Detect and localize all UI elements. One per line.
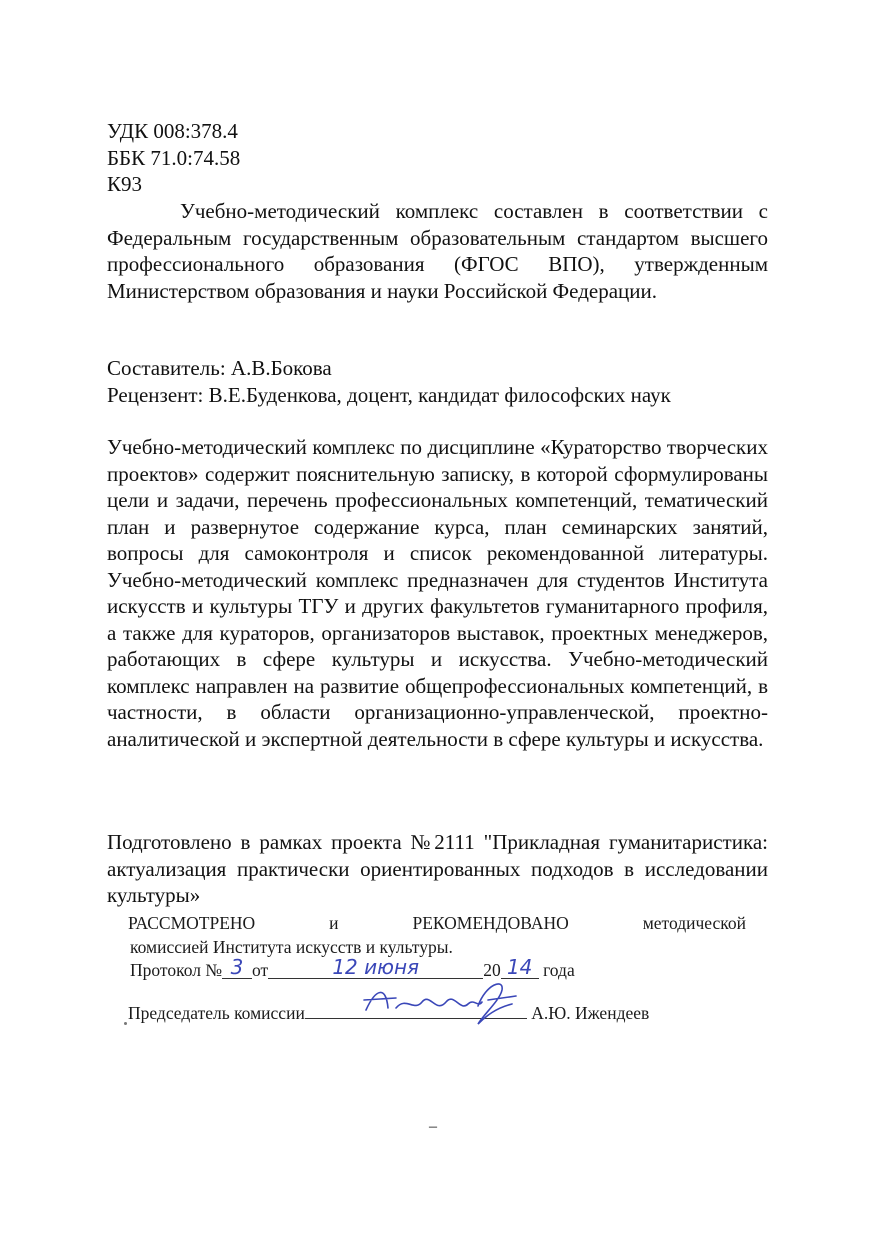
stamp-word-recommended: РЕКОМЕНДОВАНО [412,913,569,933]
chair-name: А.Ю. Ижендеев [531,1003,650,1023]
date-blank [268,955,483,979]
stamp-commission-line: комиссией Института искусств и культуры. [130,937,453,957]
credits [107,355,671,408]
bbk-code: ББК 71.0:74.58 [107,145,241,170]
udk-code: УДК 008:378.4 [107,119,238,143]
stamp-word-reviewed: РАССМОТРЕНО [128,913,256,933]
protocol-number-blank [222,955,252,979]
intro-paragraph: Учебно-методический комплекс составлен в соответствии с Федеральным государственным образовательным стандартом высшего профессионального образования (ФГОС ВПО), утвержденным Министерством образования и науки Российской Федерации. [107,199,768,303]
page-marker: – [429,1118,437,1135]
protocol-label: Протокол № [130,960,223,980]
year-suffix: года [543,960,575,980]
stamp-chair-line [128,1000,649,1024]
reviewer-line: Рецензент: В.Е.Буденкова, доцент, кандидат философских наук [107,382,671,407]
protocol-number: 3 [230,955,244,979]
stamp-word-and: и [329,913,339,933]
project-paragraph: Подготовлено в рамках проекта №2111 "Прикладная гуманитаристика: актуализация практически ориентированных подходов в исследовании культуры» [107,830,768,907]
from-label: от [252,960,269,980]
chair-label: Председатель комиссии [128,1003,305,1023]
signature-scribble [356,978,536,1028]
protocol-date: 12 июня [332,955,420,979]
year-prefix: 20 [483,960,501,980]
description-paragraph: Учебно-методический комплекс по дисциплине «Кураторство творческих проектов» содержит пояснительную записку, в которой сформулированы цели и задачи, перечень профессиональных компетенций, тематический план и развернутое содержание курса, план семинарских занятий, вопросы для самоконтроля и список рекомендованной литературы. Учебно-методический комплекс предназначен для студентов Института искусств и культуры ТГУ и других факультетов гуманитарного профиля, а также для кураторов, организаторов выставок, проектных менеджеров, работающих в сфере культуры и искусства. Учебно-методический комплекс направлен на развитие общепрофессиональных компетенций, в частности, в области организационно-управленческой, проектно-аналитической и экспертной деятельности в сфере культуры и искусства. [107,435,768,751]
catalog-codes [107,118,240,198]
protocol-year: 14 [506,955,533,979]
stamp-line-approved [128,913,746,934]
scan-speck [124,1022,127,1025]
year-blank [501,955,539,979]
stamp-word-methodical: методической [642,913,746,933]
compiler-line: Составитель: А.В.Бокова [107,356,332,380]
author-mark: К93 [107,172,143,196]
